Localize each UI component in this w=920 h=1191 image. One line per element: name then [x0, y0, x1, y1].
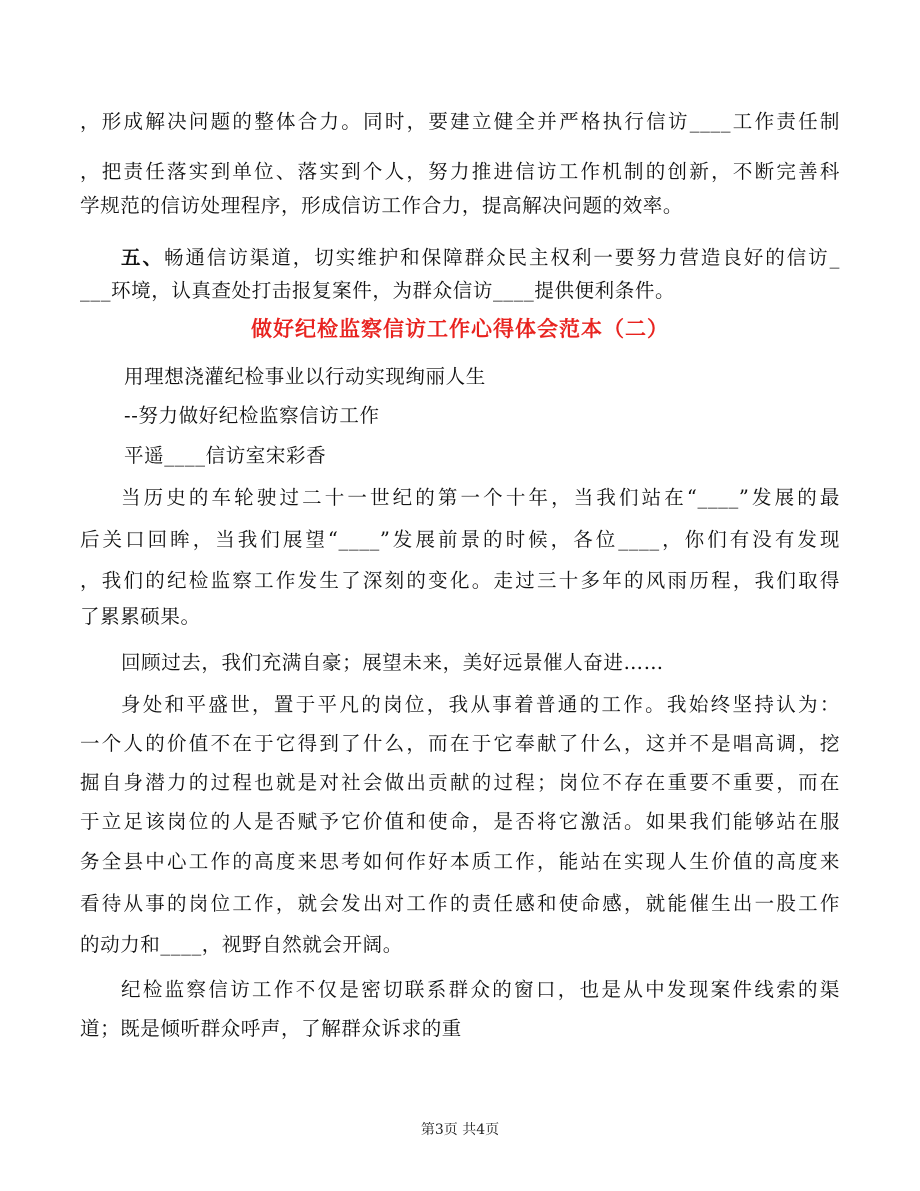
body-text-line: 纪检监察信访工作不仅是密切联系群众的窗口，也是从中发现案件线索的渠 [121, 978, 840, 1001]
body-text-line: 后关口回眸，当我们展望“____”发展前景的时候，各位____，你们有没有发现 [80, 528, 840, 551]
subtitle: 用理想浇灌纪检事业以行动实现绚丽人生 [124, 365, 486, 388]
body-text-line: 道；既是倾听群众呼声，了解群众诉求的重 [80, 1017, 462, 1040]
body-text-line: 当历史的车轮驶过二十一世纪的第一个十年，当我们站在“____”发展的最 [121, 486, 840, 509]
body-text-line: ，形成解决问题的整体合力。同时，要建立健全并严格执行信访____工作责任制 [80, 110, 840, 133]
body-text-line: 一个人的价值不在于它得到了什么，而在于它奉献了什么，这并不是唱高调，挖 [80, 732, 840, 755]
body-text-line: 回顾过去，我们充满自豪；展望未来，美好远景催人奋进…… [121, 651, 664, 674]
subtitle-secondary: --努力做好纪检监察信访工作 [124, 404, 380, 427]
body-text-line: 掘自身潜力的过程也就是对社会做出贡献的过程；岗位不存在重要不重要，而在 [80, 771, 840, 794]
section-five-text: 畅通信访渠道，切实维护和保障群众民主权利一要努力营造良好的信访_ [163, 246, 840, 269]
body-text-line: 的动力和____，视野自然就会开阔。 [80, 933, 403, 956]
section-number: 五、 [121, 246, 164, 269]
author-line: 平遥____信访室宋彩香 [124, 444, 327, 467]
section-five-line [121, 245, 840, 271]
body-text-line: ，我们的纪检监察工作发生了深刻的变化。走过三十多年的风雨历程，我们取得 [80, 569, 840, 592]
body-text-line: 看待从事的岗位工作，就会发出对工作的责任感和使命感，就能催生出一股工作 [80, 892, 840, 915]
body-text-line: 于立足该岗位的人是否赋予它价值和使命，是否将它激活。如果我们能够站在服 [80, 810, 840, 833]
page-number: 第3页 共4页 [420, 1122, 500, 1138]
body-text-line: 身处和平盛世，置于平凡的岗位，我从事着普通的工作。我始终坚持认为： [121, 693, 840, 716]
body-text-line: 了累累硕果。 [80, 605, 201, 628]
body-text-line: ，把责任落实到单位、落实到个人，努力推进信访工作机制的创新，不断完善科 [80, 160, 840, 183]
body-text-line: ___环境，认真查处打击报复案件，为群众信访____提供便利条件。 [80, 279, 676, 302]
body-text-line: 学规范的信访处理程序，形成信访工作合力，提高解决问题的效率。 [80, 194, 684, 217]
body-text-line: 务全县中心工作的高度来思考如何作好本质工作，能站在实现人生价值的高度来 [80, 850, 840, 873]
document-title: 做好纪检监察信访工作心得体会范本（二） [251, 316, 669, 341]
